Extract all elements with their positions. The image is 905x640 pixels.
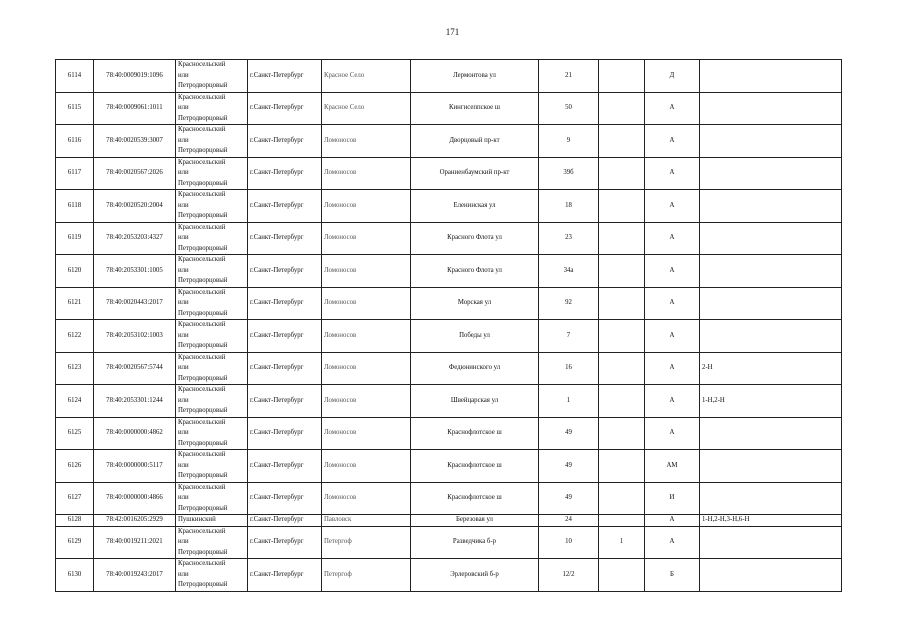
building-cell bbox=[599, 92, 645, 125]
row-number-cell: 6120 bbox=[56, 255, 94, 288]
registry-table bbox=[55, 59, 842, 592]
district-line: Петродворцовый bbox=[178, 114, 228, 122]
city-cell: г.Санкт-Петербург bbox=[248, 255, 322, 288]
district-line: Красносельский bbox=[178, 191, 226, 198]
house-number-cell: 1 bbox=[539, 385, 599, 418]
district-line: Петродворцовый bbox=[178, 504, 228, 512]
city-cell: г.Санкт-Петербург bbox=[248, 60, 322, 93]
locality-cell: Ломоносов bbox=[322, 320, 411, 353]
city-cell: г.Санкт-Петербург bbox=[248, 320, 322, 353]
district-line: или bbox=[178, 299, 189, 306]
district-line: Красносельский bbox=[178, 93, 226, 101]
district-line: Красносельский bbox=[178, 61, 226, 68]
district-cell bbox=[176, 190, 248, 223]
street-cell: Красного Флота ул bbox=[411, 222, 539, 255]
cadastral-number-cell: 78:42:0016205:2929 bbox=[94, 515, 176, 527]
table-row bbox=[56, 515, 842, 527]
locality-cell: Павловск bbox=[322, 515, 411, 527]
city-cell: г.Санкт-Петербург bbox=[248, 417, 322, 450]
letter-cell: А bbox=[645, 125, 700, 158]
street-cell: Еленинская ул bbox=[411, 190, 539, 223]
premises-cell bbox=[700, 190, 842, 223]
table-row bbox=[56, 559, 842, 592]
house-number-cell: 10 bbox=[539, 526, 599, 559]
district-line: Красносельский bbox=[178, 288, 226, 296]
registry-rows bbox=[56, 60, 842, 592]
cadastral-number-cell: 78:40:2053301:1005 bbox=[94, 255, 176, 288]
row-number-cell: 6126 bbox=[56, 450, 94, 483]
district-line: Красносельский bbox=[178, 321, 226, 328]
locality-cell: Ломоносов bbox=[322, 450, 411, 483]
city-cell: г.Санкт-Петербург bbox=[248, 222, 322, 255]
letter-cell: А bbox=[645, 157, 700, 190]
cadastral-number-cell: 78:40:0020567:5744 bbox=[94, 352, 176, 385]
district-line: Красносельский bbox=[178, 527, 226, 535]
letter-cell: А bbox=[645, 222, 700, 255]
locality-cell: Ломоносов bbox=[322, 190, 411, 223]
cadastral-number-cell: 78:40:0020539:3007 bbox=[94, 125, 176, 158]
district-cell bbox=[176, 417, 248, 450]
district-cell bbox=[176, 222, 248, 255]
district-line: Петродворцовый bbox=[178, 277, 228, 284]
city-cell: г.Санкт-Петербург bbox=[248, 190, 322, 223]
premises-cell bbox=[700, 320, 842, 353]
building-cell bbox=[599, 157, 645, 190]
street-cell: Краснофлотское ш bbox=[411, 417, 539, 450]
page-number: 171 bbox=[445, 27, 460, 37]
street-cell: Ораниенбаумский пр-кт bbox=[411, 157, 539, 190]
row-number-cell: 6116 bbox=[56, 125, 94, 158]
city-cell: г.Санкт-Петербург bbox=[248, 92, 322, 125]
locality-cell: Ломоносов bbox=[322, 255, 411, 288]
district-line: Петродворцовый bbox=[178, 374, 228, 382]
district-line: Красносельский bbox=[178, 256, 226, 263]
locality-cell: Ломоносов bbox=[322, 222, 411, 255]
premises-cell bbox=[700, 157, 842, 190]
district-line: Красносельский bbox=[178, 126, 226, 133]
locality-cell: Ломоносов bbox=[322, 417, 411, 450]
street-cell: Дворцовый пр-кт bbox=[411, 125, 539, 158]
row-number-cell: 6127 bbox=[56, 482, 94, 515]
district-cell bbox=[176, 287, 248, 320]
table-row bbox=[56, 385, 842, 418]
house-number-cell: 49 bbox=[539, 450, 599, 483]
district-line: Красносельский bbox=[178, 451, 226, 458]
letter-cell: АМ bbox=[645, 450, 700, 483]
street-cell: Красного Флота ул bbox=[411, 255, 539, 288]
district-cell bbox=[176, 515, 248, 527]
row-number-cell: 6117 bbox=[56, 157, 94, 190]
row-number-cell: 6119 bbox=[56, 222, 94, 255]
building-cell bbox=[599, 190, 645, 223]
district-line: Петродворцовый bbox=[178, 472, 228, 479]
letter-cell: А bbox=[645, 417, 700, 450]
street-cell: Морская ул bbox=[411, 287, 539, 320]
street-cell: Эрлеровский б-р bbox=[411, 559, 539, 592]
premises-cell bbox=[700, 417, 842, 450]
city-cell: г.Санкт-Петербург bbox=[248, 125, 322, 158]
district-line: Петродворцовый bbox=[178, 309, 228, 317]
row-number-cell: 6115 bbox=[56, 92, 94, 125]
house-number-cell: 50 bbox=[539, 92, 599, 125]
house-number-cell: 24 bbox=[539, 515, 599, 527]
building-cell bbox=[599, 385, 645, 418]
letter-cell: Б bbox=[645, 559, 700, 592]
premises-cell bbox=[700, 482, 842, 515]
district-cell bbox=[176, 92, 248, 125]
table-row bbox=[56, 157, 842, 190]
premises-cell bbox=[700, 450, 842, 483]
district-line: Красносельский bbox=[178, 353, 226, 361]
row-number-cell: 6114 bbox=[56, 60, 94, 93]
letter-cell: А bbox=[645, 287, 700, 320]
table-row bbox=[56, 60, 842, 93]
premises-cell bbox=[700, 60, 842, 93]
district-line: или bbox=[178, 266, 189, 274]
cadastral-number-cell: 78:40:0020567:2026 bbox=[94, 157, 176, 190]
building-cell bbox=[599, 320, 645, 353]
table-row bbox=[56, 125, 842, 158]
row-number-cell: 6122 bbox=[56, 320, 94, 353]
street-cell: Краснофлотское ш bbox=[411, 482, 539, 515]
premises-cell bbox=[700, 92, 842, 125]
house-number-cell: 18 bbox=[539, 190, 599, 223]
row-number-cell: 6130 bbox=[56, 559, 94, 592]
premises-cell bbox=[700, 125, 842, 158]
cadastral-number-cell: 78:40:0009019:1096 bbox=[94, 60, 176, 93]
cadastral-number-cell: 78:40:0019211:2021 bbox=[94, 526, 176, 559]
letter-cell: А bbox=[645, 92, 700, 125]
district-line: Петродворцовый bbox=[178, 212, 228, 219]
district-line: Пушкинский bbox=[178, 516, 216, 523]
district-line: или bbox=[178, 538, 189, 545]
table-row bbox=[56, 482, 842, 515]
city-cell: г.Санкт-Петербург bbox=[248, 352, 322, 385]
cadastral-number-cell: 78:40:0020443:2017 bbox=[94, 287, 176, 320]
row-number-cell: 6118 bbox=[56, 190, 94, 223]
district-cell bbox=[176, 385, 248, 418]
district-line: Красносельский bbox=[178, 418, 226, 426]
table-row bbox=[56, 255, 842, 288]
locality-cell: Красное Село bbox=[322, 92, 411, 125]
district-cell bbox=[176, 559, 248, 592]
district-line: Петродворцовый bbox=[178, 82, 228, 89]
building-cell bbox=[599, 287, 645, 320]
table-row bbox=[56, 92, 842, 125]
table-row bbox=[56, 352, 842, 385]
district-line: или bbox=[178, 570, 189, 578]
row-number-cell: 6121 bbox=[56, 287, 94, 320]
house-number-cell: 49 bbox=[539, 482, 599, 515]
letter-cell: А bbox=[645, 526, 700, 559]
table-row bbox=[56, 190, 842, 223]
locality-cell: Ломоносов bbox=[322, 157, 411, 190]
district-cell bbox=[176, 450, 248, 483]
house-number-cell: 92 bbox=[539, 287, 599, 320]
premises-cell: 1-Н,2-Н bbox=[700, 385, 842, 418]
row-number-cell: 6124 bbox=[56, 385, 94, 418]
house-number-cell: 49 bbox=[539, 417, 599, 450]
cadastral-number-cell: 78:40:0000000:5117 bbox=[94, 450, 176, 483]
house-number-cell: 23 bbox=[539, 222, 599, 255]
row-number-cell: 6125 bbox=[56, 417, 94, 450]
city-cell: г.Санкт-Петербург bbox=[248, 287, 322, 320]
district-line: Красносельский bbox=[178, 223, 226, 231]
letter-cell: А bbox=[645, 515, 700, 527]
city-cell: г.Санкт-Петербург bbox=[248, 515, 322, 527]
district-line: или bbox=[178, 364, 189, 371]
district-line: или bbox=[178, 169, 189, 176]
district-line: Петродворцовый bbox=[178, 407, 228, 414]
premises-cell: 2-Н bbox=[700, 352, 842, 385]
street-cell: Березовая ул bbox=[411, 515, 539, 527]
district-line: или bbox=[178, 461, 189, 469]
district-cell bbox=[176, 526, 248, 559]
city-cell: г.Санкт-Петербург bbox=[248, 450, 322, 483]
cadastral-number-cell: 78:40:0000000:4866 bbox=[94, 482, 176, 515]
district-line: Петродворцовый bbox=[178, 439, 228, 447]
district-line: или bbox=[178, 71, 189, 79]
letter-cell: А bbox=[645, 190, 700, 223]
table-row bbox=[56, 222, 842, 255]
cadastral-number-cell: 78:40:0009061:1011 bbox=[94, 92, 176, 125]
district-line: или bbox=[178, 234, 189, 241]
locality-cell: Петергоф bbox=[322, 559, 411, 592]
district-line: или bbox=[178, 396, 189, 404]
district-line: Петродворцовый bbox=[178, 244, 228, 252]
district-line: или bbox=[178, 104, 189, 111]
district-cell bbox=[176, 60, 248, 93]
locality-cell: Петергоф bbox=[322, 526, 411, 559]
premises-cell bbox=[700, 287, 842, 320]
district-line: Петродворцовый bbox=[178, 548, 228, 556]
table-row bbox=[56, 320, 842, 353]
letter-cell: И bbox=[645, 482, 700, 515]
district-cell bbox=[176, 125, 248, 158]
letter-cell: Д bbox=[645, 60, 700, 93]
district-line: Петродворцовый bbox=[178, 581, 228, 588]
city-cell: г.Санкт-Петербург bbox=[248, 526, 322, 559]
house-number-cell: 21 bbox=[539, 60, 599, 93]
district-line: или bbox=[178, 429, 189, 436]
street-cell: Краснофлотское ш bbox=[411, 450, 539, 483]
premises-cell bbox=[700, 222, 842, 255]
district-cell bbox=[176, 320, 248, 353]
building-cell bbox=[599, 125, 645, 158]
cadastral-number-cell: 78:40:0000000:4862 bbox=[94, 417, 176, 450]
premises-cell bbox=[700, 255, 842, 288]
city-cell: г.Санкт-Петербург bbox=[248, 559, 322, 592]
cadastral-number-cell: 78:40:0019243:2017 bbox=[94, 559, 176, 592]
table-row bbox=[56, 417, 842, 450]
district-cell bbox=[176, 482, 248, 515]
table-row bbox=[56, 450, 842, 483]
district-line: Петродворцовый bbox=[178, 147, 228, 154]
building-cell bbox=[599, 482, 645, 515]
building-cell bbox=[599, 515, 645, 527]
district-line: Красносельский bbox=[178, 386, 226, 393]
street-cell: Швейцарская ул bbox=[411, 385, 539, 418]
district-cell bbox=[176, 255, 248, 288]
building-cell: 1 bbox=[599, 526, 645, 559]
building-cell bbox=[599, 60, 645, 93]
cadastral-number-cell: 78:40:2053102:1003 bbox=[94, 320, 176, 353]
district-line: или bbox=[178, 201, 189, 209]
letter-cell: А bbox=[645, 352, 700, 385]
city-cell: г.Санкт-Петербург bbox=[248, 385, 322, 418]
street-cell: Разведчика б-р bbox=[411, 526, 539, 559]
district-line: или bbox=[178, 494, 189, 501]
district-cell bbox=[176, 352, 248, 385]
street-cell: Лермонтова ул bbox=[411, 60, 539, 93]
premises-cell bbox=[700, 559, 842, 592]
house-number-cell: 39б bbox=[539, 157, 599, 190]
building-cell bbox=[599, 450, 645, 483]
district-cell bbox=[176, 157, 248, 190]
premises-cell bbox=[700, 526, 842, 559]
locality-cell: Ломоносов bbox=[322, 385, 411, 418]
district-line: Петродворцовый bbox=[178, 342, 228, 349]
house-number-cell: 16 bbox=[539, 352, 599, 385]
house-number-cell: 34а bbox=[539, 255, 599, 288]
letter-cell: А bbox=[645, 320, 700, 353]
table-row bbox=[56, 287, 842, 320]
city-cell: г.Санкт-Петербург bbox=[248, 157, 322, 190]
locality-cell: Ломоносов bbox=[322, 352, 411, 385]
row-number-cell: 6128 bbox=[56, 515, 94, 527]
building-cell bbox=[599, 417, 645, 450]
street-cell: Федюнинского ул bbox=[411, 352, 539, 385]
letter-cell: А bbox=[645, 255, 700, 288]
city-cell: г.Санкт-Петербург bbox=[248, 482, 322, 515]
house-number-cell: 9 bbox=[539, 125, 599, 158]
district-line: Петродворцовый bbox=[178, 179, 228, 187]
district-line: или bbox=[178, 136, 189, 144]
building-cell bbox=[599, 255, 645, 288]
building-cell bbox=[599, 559, 645, 592]
district-line: или bbox=[178, 331, 189, 339]
locality-cell: Красное Село bbox=[322, 60, 411, 93]
house-number-cell: 7 bbox=[539, 320, 599, 353]
street-cell: Кингисеппское ш bbox=[411, 92, 539, 125]
letter-cell: А bbox=[645, 385, 700, 418]
table-row bbox=[56, 526, 842, 559]
building-cell bbox=[599, 352, 645, 385]
locality-cell: Ломоносов bbox=[322, 287, 411, 320]
locality-cell: Ломоносов bbox=[322, 482, 411, 515]
street-cell: Победы ул bbox=[411, 320, 539, 353]
district-line: Красносельский bbox=[178, 158, 226, 166]
district-line: Красносельский bbox=[178, 560, 226, 567]
building-cell bbox=[599, 222, 645, 255]
district-line: Красносельский bbox=[178, 483, 226, 491]
row-number-cell: 6123 bbox=[56, 352, 94, 385]
cadastral-number-cell: 78:40:2053203:4327 bbox=[94, 222, 176, 255]
premises-cell: 1-Н,2-Н,3-Н,6-Н bbox=[700, 515, 842, 527]
cadastral-number-cell: 78:40:0020520:2004 bbox=[94, 190, 176, 223]
locality-cell: Ломоносов bbox=[322, 125, 411, 158]
cadastral-number-cell: 78:40:2053301:1244 bbox=[94, 385, 176, 418]
row-number-cell: 6129 bbox=[56, 526, 94, 559]
house-number-cell: 12/2 bbox=[539, 559, 599, 592]
